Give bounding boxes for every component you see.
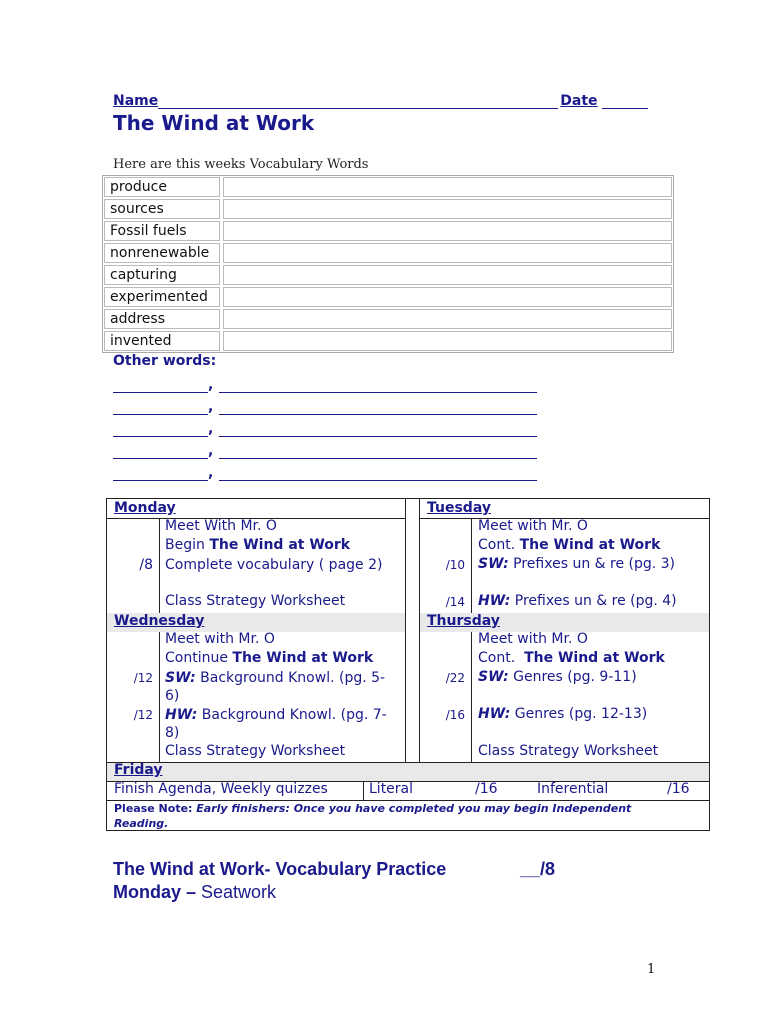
comma: , (208, 465, 214, 481)
score-box[interactable]: /10 (445, 558, 465, 572)
vocab-word: capturing (104, 265, 220, 285)
other-word-blank[interactable] (113, 465, 208, 481)
day-header-friday: Friday (114, 762, 163, 778)
item-prefix: Continue (165, 650, 233, 666)
other-word-blank[interactable] (113, 443, 208, 459)
item-prefix: Cont. (478, 537, 520, 553)
other-words-label: Other words: (113, 353, 217, 369)
item-label: Genres (pg. 12-13) (510, 706, 648, 722)
item-prefix: Cont. (478, 650, 525, 666)
schedule-item: Class Strategy Worksheet (165, 593, 346, 609)
divider (107, 762, 709, 763)
comma: , (208, 377, 214, 393)
schedule-item: Meet with Mr. O (165, 631, 275, 647)
item-label: The Wind at Work (232, 650, 374, 666)
please-note (114, 801, 654, 831)
vocab-definition-field[interactable] (223, 287, 672, 307)
schedule-item: Complete vocabulary ( page 2) (165, 557, 383, 573)
divider (471, 632, 472, 762)
vocab-definition-field[interactable] (223, 199, 672, 219)
item-label: Meet With Mr. O (165, 518, 277, 534)
item-prefix: HW: (478, 593, 511, 609)
vocab-row (104, 287, 672, 307)
vocab-word: sources (104, 199, 220, 219)
schedule-item: Class Strategy Worksheet (165, 743, 346, 759)
score-box[interactable]: /12 (133, 671, 153, 685)
vocab-row (104, 221, 672, 241)
practice-score[interactable]: __/8 (520, 859, 556, 879)
item-prefix: SW: (165, 670, 196, 686)
friday-agenda: Finish Agenda, Weekly quizzes (114, 781, 328, 797)
comma: , (208, 421, 214, 437)
vocab-definition-field[interactable] (223, 331, 672, 351)
schedule-item (165, 669, 397, 705)
other-word-definition-blank[interactable] (219, 377, 537, 393)
item-prefix: SW: (478, 669, 509, 685)
other-word-line[interactable] (113, 465, 537, 483)
comma: , (208, 443, 214, 459)
item-label: Background Knowl. (pg. 7-8) (165, 707, 387, 741)
other-word-definition-blank[interactable] (219, 421, 537, 437)
schedule-item: Meet with Mr. O (478, 518, 588, 534)
date-label: Date (560, 93, 598, 109)
vocab-word: address (104, 309, 220, 329)
vocab-table (102, 175, 674, 353)
vocab-intro: Here are this weeks Vocabulary Words (113, 157, 369, 172)
inferential-score[interactable]: /16 (667, 781, 690, 797)
vocab-definition-field[interactable] (223, 221, 672, 241)
vocab-word: invented (104, 331, 220, 351)
score-box[interactable]: /12 (133, 708, 153, 722)
vocab-row (104, 331, 672, 351)
day-header-thursday: Thursday (427, 613, 500, 629)
item-label: The Wind at Work (519, 537, 661, 553)
item-label: Prefixes un & re (pg. 3) (508, 556, 676, 572)
schedule-item: Class Strategy Worksheet (478, 743, 659, 759)
schedule-item (478, 706, 708, 722)
score-box[interactable]: /22 (445, 671, 465, 685)
weekly-schedule-table (106, 498, 710, 831)
schedule-item: Meet with Mr. O (478, 631, 588, 647)
vocab-row (104, 199, 672, 219)
vocab-row (104, 265, 672, 285)
score-box[interactable]: /14 (445, 595, 465, 609)
vocab-word: nonrenewable (104, 243, 220, 263)
document-title: The Wind at Work (113, 111, 315, 135)
vocab-definition-field[interactable] (223, 243, 672, 263)
vocab-row (104, 177, 672, 197)
schedule-item (478, 556, 708, 572)
item-prefix: SW: (478, 556, 509, 572)
item-label: The Wind at Work (524, 650, 665, 666)
other-word-line[interactable] (113, 421, 537, 439)
divider (159, 632, 160, 762)
vocab-definition-field[interactable] (223, 265, 672, 285)
item-label: Background Knowl. (pg. 5-6) (165, 670, 386, 704)
score-box[interactable]: /16 (445, 708, 465, 722)
schedule-item (165, 706, 397, 742)
divider (405, 499, 406, 762)
name-blank[interactable] (158, 95, 558, 109)
page-number: 1 (647, 962, 656, 977)
item-label: Genres (pg. 9-11) (508, 669, 637, 685)
day-header-tuesday: Tuesday (427, 500, 491, 516)
other-word-definition-blank[interactable] (219, 443, 537, 459)
other-word-line[interactable] (113, 443, 537, 461)
practice-title: The Wind at Work- Vocabulary Practice (113, 859, 447, 879)
day-header-wednesday: Wednesday (114, 613, 205, 629)
name-label: Name (113, 93, 159, 109)
divider (471, 518, 472, 613)
other-word-definition-blank[interactable] (219, 399, 537, 415)
other-word-blank[interactable] (113, 399, 208, 415)
divider (159, 518, 160, 613)
item-label: The Wind at Work (209, 537, 351, 553)
score-box[interactable]: /8 (139, 557, 153, 573)
schedule-item (478, 593, 708, 609)
item-prefix: HW: (165, 707, 198, 723)
schedule-item (478, 650, 708, 666)
comma: , (208, 399, 214, 415)
name-date-line (113, 93, 658, 109)
item-prefix: Begin (165, 537, 210, 553)
item-prefix: HW: (478, 706, 511, 722)
item-label: Prefixes un & re (pg. 4) (510, 593, 677, 609)
literal-score[interactable]: /16 (475, 781, 498, 797)
vocab-definition-field[interactable] (223, 309, 672, 329)
date-blank[interactable] (602, 95, 648, 109)
vocab-word: experimented (104, 287, 220, 307)
schedule-item (165, 537, 405, 553)
schedule-item (478, 669, 708, 685)
header-band (107, 762, 709, 781)
divider (419, 499, 420, 762)
note-text: Early finishers: Once you have completed you may begin Independent Reading. (114, 802, 632, 830)
vocab-word: produce (104, 177, 220, 197)
schedule-item (165, 650, 405, 666)
other-word-definition-blank[interactable] (219, 465, 537, 481)
practice-activity: Seatwork (201, 882, 277, 902)
vocab-row (104, 309, 672, 329)
vocab-word: Fossil fuels (104, 221, 220, 241)
other-word-line[interactable] (113, 399, 537, 417)
vocab-definition-field[interactable] (223, 177, 672, 197)
other-word-line[interactable] (113, 377, 537, 395)
practice-subtitle (113, 882, 276, 903)
schedule-item (165, 518, 405, 534)
other-word-blank[interactable] (113, 377, 208, 393)
day-header-monday: Monday (114, 500, 176, 516)
schedule-item (478, 537, 708, 553)
literal-label: Literal (369, 781, 414, 797)
vocab-row (104, 243, 672, 263)
practice-day: Monday – (113, 882, 202, 902)
divider (363, 781, 364, 800)
note-label: Please Note: (114, 802, 193, 815)
inferential-label: Inferential (537, 781, 609, 797)
other-word-blank[interactable] (113, 421, 208, 437)
